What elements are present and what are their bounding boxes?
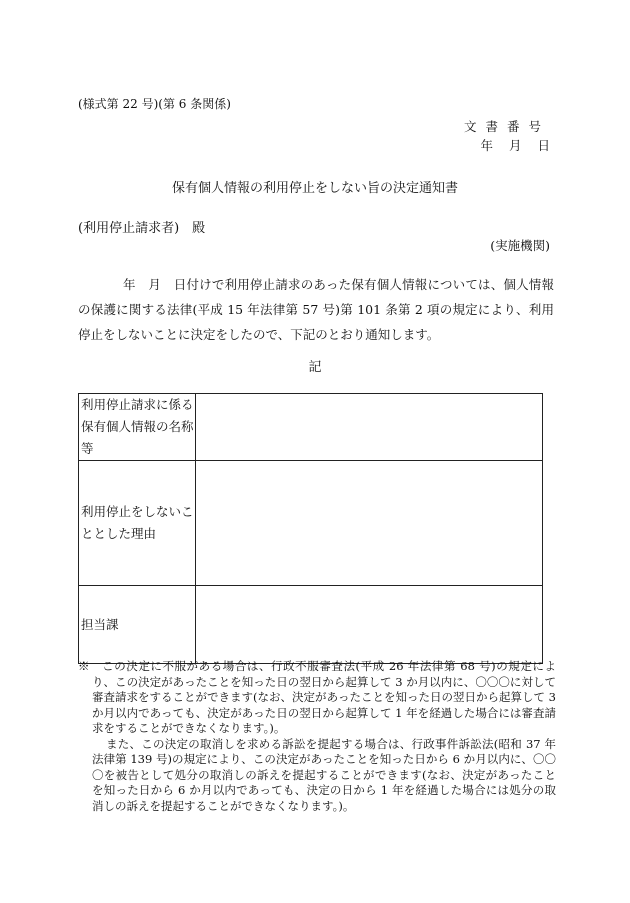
document-number-label: 文書番号 <box>463 119 550 134</box>
details-table <box>78 393 543 664</box>
personal-info-name-value <box>196 394 543 461</box>
date-day-label: 日 <box>537 138 550 153</box>
date-year-label: 年 <box>480 138 493 153</box>
document-title: 保有個人情報の利用停止をしない旨の決定通知書 <box>171 181 458 196</box>
refusal-reason-label: 利用停止をしないこととした理由 <box>79 461 196 586</box>
date-line <box>468 136 550 154</box>
notes-section <box>78 659 556 814</box>
date-month-label: 月 <box>508 138 522 153</box>
table-row <box>79 461 543 586</box>
personal-info-name-label: 利用停止請求に係る保有個人情報の名称等 <box>79 394 196 461</box>
body-paragraph: 年 月 日付けで利用停止請求のあった保有個人情報については、個人情報の保護に関する法律(平成 15 年法律第 57 号)第 101 条第 2 項の規定により、利用停止をしないことに決定をしたので、下記のとおり通知します。 <box>78 277 554 342</box>
lawsuit-note: また、この決定の取消しを求める訴訟を提起する場合は、行政事件訴訟法(昭和 37 年法律第 139 号)の規定により、この決定があったことを知った日から 6 か月以内に、〇〇〇を被告として処分の取消しの訴えを提起することができます(なお、決定があったことを知った日から 6 か月以内であっても、決定の日から 1 年を経過した場合には処分の取消しの訴えを提起することができなくなります。)。 <box>92 736 556 813</box>
department-label: 担当課 <box>79 586 196 664</box>
ki-heading: 記 <box>308 360 322 375</box>
table-row <box>79 586 543 664</box>
department-value <box>196 586 543 664</box>
appeal-note: ※ この決定に不服がある場合は、行政不服審査法(平成 26 年法律第 68 号)の規定により、この決定があったことを知った日の翌日から起算して 3 か月以内に、〇〇〇に対して審査請求をすることができます(なお、決定があったことを知った日の翌日から起算して 3 か月以内であっても、決定があった日の翌日から起算して 1 年を経過した場合には審査請求をすることができなくなります。)。 <box>78 659 556 735</box>
form-identifier: (様式第 22 号)(第 6 条関係) <box>78 97 231 111</box>
implementing-agency: (実施機関) <box>490 238 550 253</box>
addressee: (利用停止請求者) 殿 <box>78 221 206 236</box>
refusal-reason-value <box>196 461 543 586</box>
table-row <box>79 394 543 461</box>
